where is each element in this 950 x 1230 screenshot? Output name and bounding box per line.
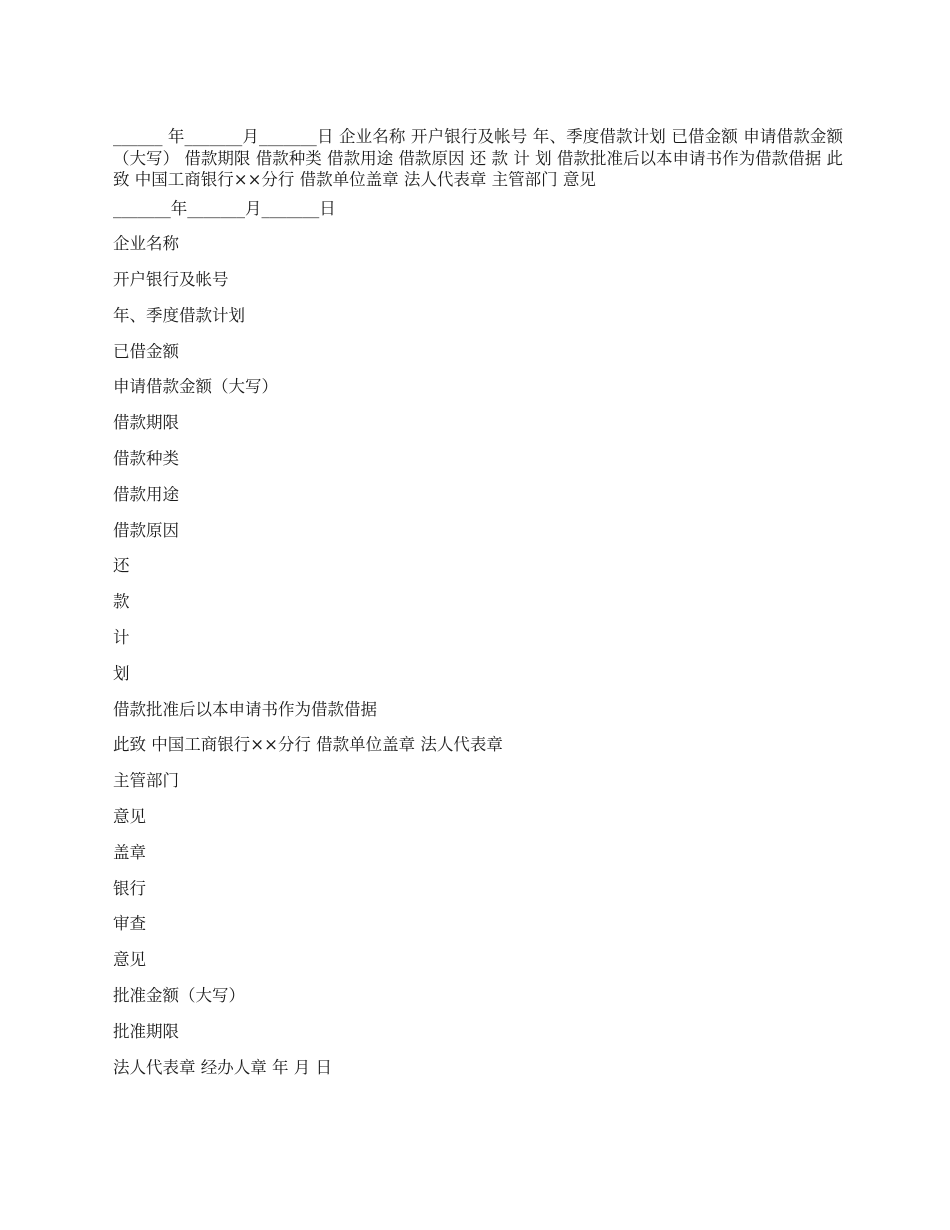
date-line: _______年_______月_______日: [113, 198, 336, 218]
repayment-plan-char-3: 计: [113, 628, 130, 648]
field-loan-reason: 借款原因: [113, 520, 179, 540]
field-requested-amount: 申请借款金额（大写）: [113, 377, 278, 397]
field-borrowed-amount: 已借金额: [113, 341, 179, 361]
field-loan-type: 借款种类: [113, 449, 179, 469]
repayment-plan-char-2: 款: [113, 592, 130, 612]
addressee-line: 此致 中国工商银行××分行 借款单位盖章 法人代表章: [113, 735, 503, 755]
repayment-plan-char-1: 还: [113, 556, 130, 576]
department-opinion-label: 意见: [113, 807, 146, 827]
repayment-plan-char-4: 划: [113, 663, 130, 683]
review-label: 审查: [113, 914, 146, 934]
bank-label: 银行: [113, 878, 146, 898]
department-label: 主管部门: [113, 771, 179, 791]
loan-receipt-statement: 借款批准后以本申请书作为借款借据: [113, 699, 377, 719]
field-enterprise-name: 企业名称: [113, 234, 179, 254]
bank-opinion-label: 意见: [113, 950, 146, 970]
field-bank-account: 开户银行及帐号: [113, 270, 229, 290]
field-loan-plan: 年、季度借款计划: [113, 305, 245, 325]
summary-paragraph: ______ 年_______月_______日 企业名称 开户银行及帐号 年、季度借款计划 已借金额 申请借款金额（大写） 借款期限 借款种类 借款用途 借款原因 还 款 计 划 借款批准后以本申请书作为借款借据 此致 中国工商银行××分行 借款单位盖章 法人代表章 主管部门 意见: [113, 127, 843, 189]
field-loan-term: 借款期限: [113, 413, 179, 433]
signature-date-line: 法人代表章 经办人章 年 月 日: [113, 1057, 332, 1077]
seal-label: 盖章: [113, 842, 146, 862]
field-loan-purpose: 借款用途: [113, 484, 179, 504]
document-page: [113, 126, 843, 1093]
field-approved-term: 批准期限: [113, 1021, 179, 1041]
field-approved-amount: 批准金额（大写）: [113, 986, 245, 1006]
